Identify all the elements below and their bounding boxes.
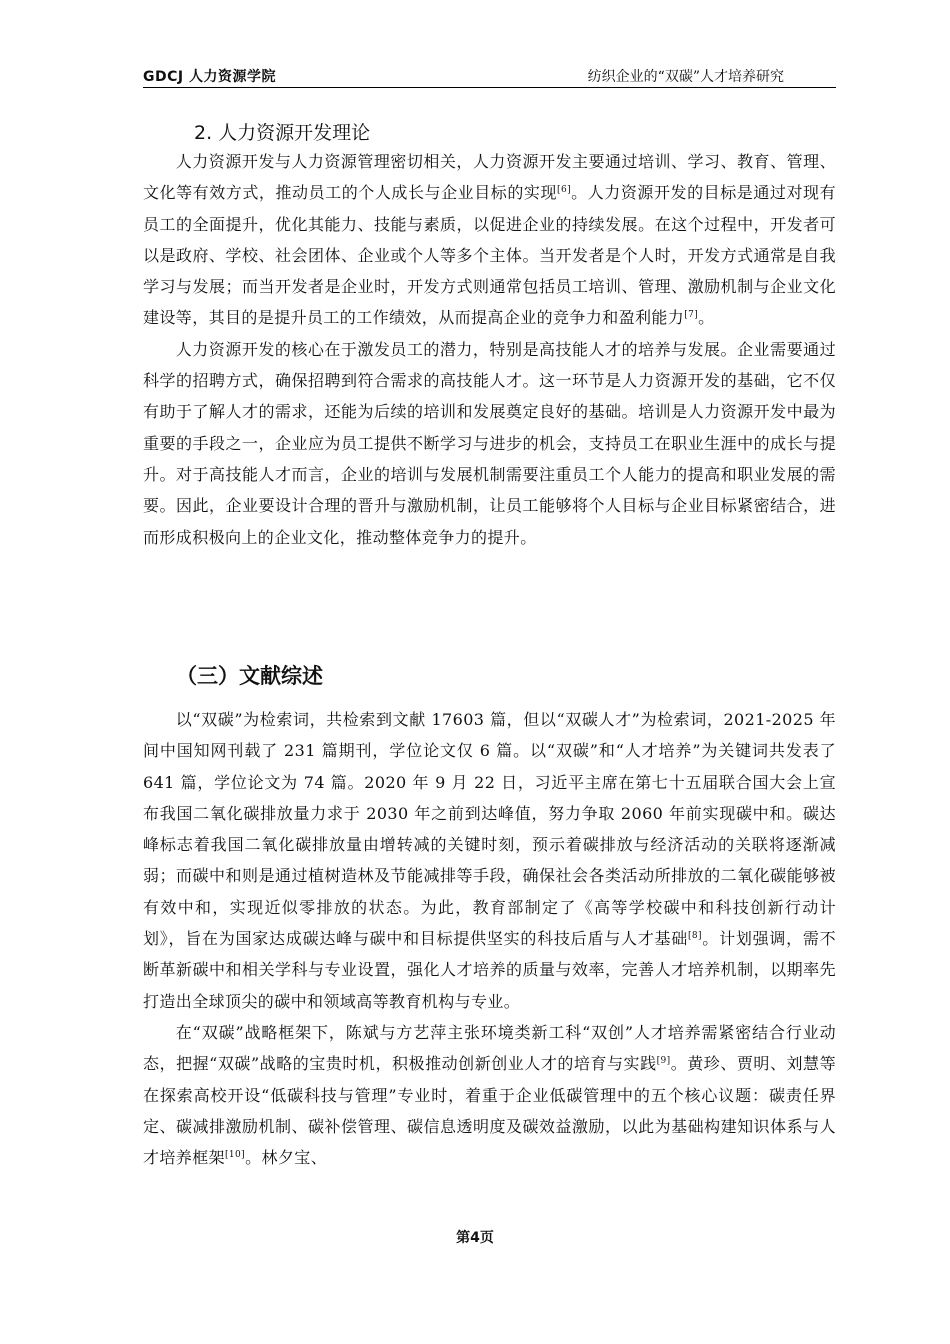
chapter-body [143,704,836,1173]
paragraph: 在“双碳”战略框架下，陈斌与方艺萍主张环境类新工科“双创”人才培养需紧密结合行业动态，把握“双碳”战略的宝贵时机，积极推动创新创业人才的培育与实践[9]。黄珍、贾明、刘慧等在探索高校开设“低碳科技与管理”专业时，着重于企业低碳管理中的五个核心议题：碳责任界定、碳减排激励机制、碳补偿管理、碳信息透明度及碳效益激励，以此为基础构建知识体系与人才培养框架[10]。林夕宝、 [143,1022,836,1168]
chapter-title: （三）文献综述 [176,664,323,688]
citation: [10] [225,1150,246,1161]
citation: [6] [557,185,571,196]
section-body [143,146,836,553]
paragraph: 人力资源开发的核心在于激发员工的潜力，特别是高技能人才的培养与发展。企业需要通过科学的招聘方式，确保招聘到符合需求的高技能人才。这一环节是人力资源开发的基础，它不仅有助于了解人才的需求，还能为后续的培训和发展奠定良好的基础。培训是人力资源开发中最为重要的手段之一，企业应为员工提供不断学习与进步的机会，支持员工在职业生涯中的成长与提升。对于高技能人才而言，企业的培训与发展机制需要注重员工个人能力的提高和职业发展的需要。因此，企业要设计合理的晋升与激励机制，让员工能够将个人目标与企业目标紧密结合，进而形成积极向上的企业文化，推动整体竞争力的提升。 [143,339,836,547]
header-rule [143,87,836,88]
citation: [8] [688,931,702,942]
paragraph: 以“双碳”为检索词，共检索到文献 17603 篇，但以“双碳人才”为检索词，2021-2025 年间中国知网刊载了 231 篇期刊，学位论文仅 6 篇。以“双碳”和“人才培养”为关键词共发表了 641 篇，学位论文为 74 篇。2020 年 9 月 22 日，习近平主席在第七十五届联合国大会上宣布我国二氧化碳排放量力求于 2030 年之前到达峰值，努力争取 2060 年前实现碳中和。碳达峰标志着我国二氧化碳排放量由增转减的关键时刻，预示着碳排放与经济活动的关联将逐渐减弱；而碳中和则是通过植树造林及节能减排等手段，确保社会各类活动所排放的二氧化碳能够被有效中和，实现近似零排放的状态。为此，教育部制定了《高等学校碳中和科技创新行动计划》，旨在为国家达成碳达峰与碳中和目标提供坚实的科技后盾与人才基础[8]。计划强调，需不断革新碳中和相关学科与专业设置，强化人才培养的质量与效率，完善人才培养机制，以期率先打造出全球顶尖的碳中和领域高等教育机构与专业。 [143,710,837,1011]
citation: [7] [684,310,699,321]
section-title: 2. 人力资源开发理论 [194,122,371,144]
citation: [9] [656,1056,671,1067]
header-thesis-title: 纺织企业的“双碳”人才培养研究 [587,69,784,85]
paragraph: 人力资源开发与人力资源管理密切相关，人力资源开发主要通过培训、学习、教育、管理、文化等有效方式，推动员工的个人成长与企业目标的实现[6]。人力资源开发的目标是通过对现有员工的全面提升，优化其能力、技能与素质，以促进企业的持续发展。在这个过程中，开发者可以是政府、学校、社会团体、企业或个人等多个主体。当开发者是个人时，开发方式通常是自我学习与发展；而当开发者是企业时，开发方式则通常包括员工培训、管理、激励机制与企业文化建设等，其目的是提升员工的工作绩效，从而提高企业的竞争力和盈利能力[7]。 [143,152,836,328]
header-school: GDCJ 人力资源学院 [143,69,276,85]
page-number: 第4页 [456,1230,494,1246]
